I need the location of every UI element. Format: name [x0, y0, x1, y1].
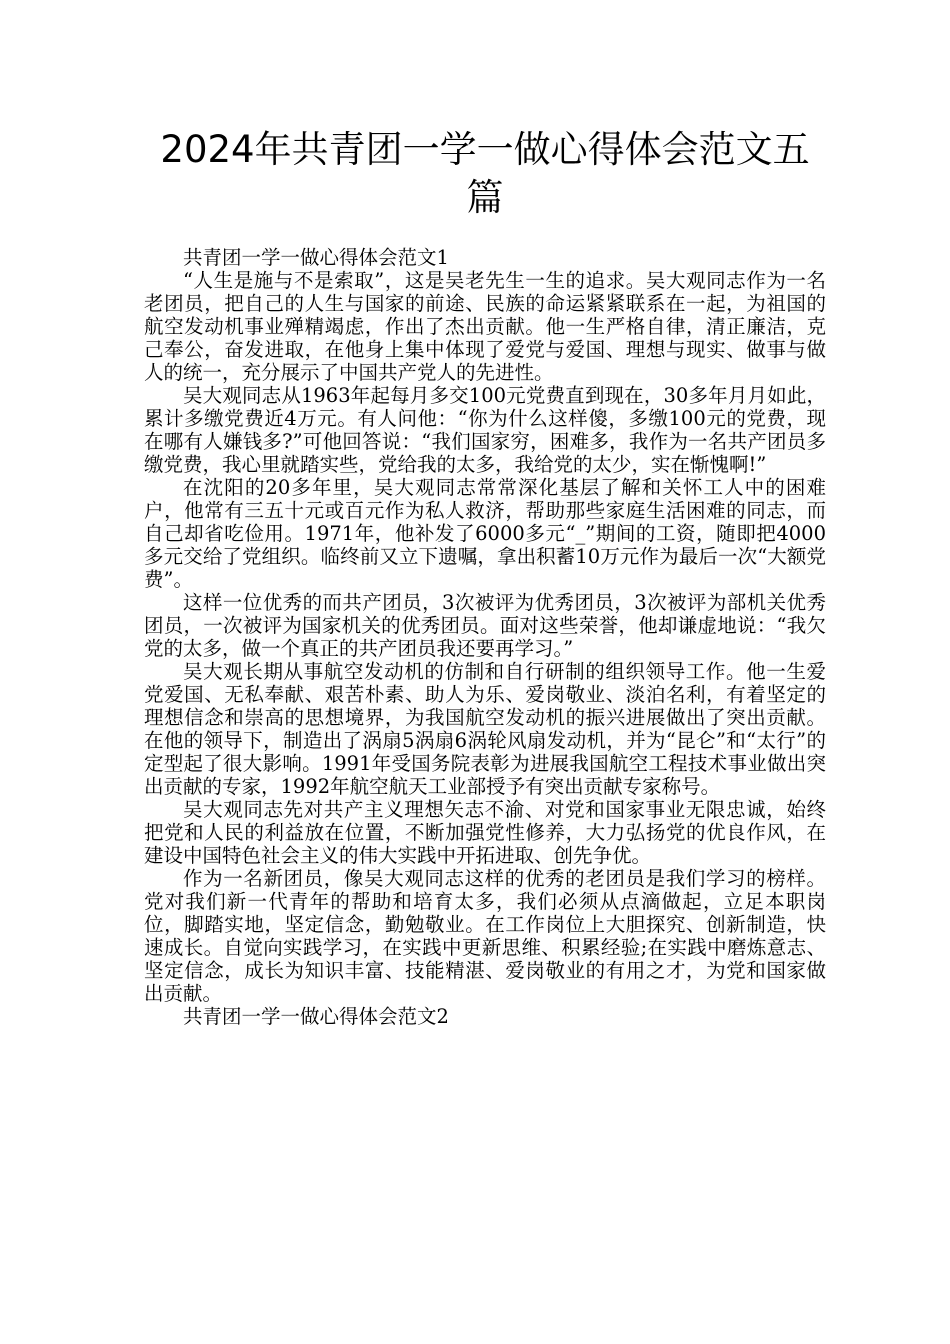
paragraph-6: 吴大观同志先对共产主义理想矢志不渝、对党和国家事业无限忠诚，始终把党和人民的利益放在位置，不断加强党性修养，大力弘扬党的优良作风，在建设中国特色社会主义的伟大实践中开拓进取、创先争优。 — [144, 798, 826, 867]
paragraph-4: 这样一位优秀的而共产团员，3次被评为优秀团员，3次被评为部机关优秀团员，一次被评为国家机关的优秀团员。面对这些荣誉，他却谦虚地说：“我欠党的太多，做一个真正的共产团员我还要再学习。” — [144, 591, 826, 660]
section-heading-1: 共青团一学一做心得体会范文1 — [183, 246, 449, 269]
paragraph-7: 作为一名新团员，像吴大观同志这样的优秀的老团员是我们学习的榜样。党对我们新一代青年的帮助和培育太多，我们必须从点滴做起，立足本职岗位，脚踏实地，坚定信念，勤勉敬业。在工作岗位上大胆探究、创新制造，快速成长。自觉向实践学习，在实践中更新思维、积累经验;在实践中磨炼意志、坚定信念，成长为知识丰富、技能精湛、爱岗敬业的有用之才，为党和国家做出贡献。 — [144, 867, 826, 1005]
document-page — [144, 126, 826, 1028]
paragraph-2: 吴大观同志从1963年起每月多交100元党费直到现在，30多年月月如此，累计多缴党费近4万元。有人问他：“你为什么这样傻，多缴100元的党费，现在哪有人嫌钱多?”可他回答说：“我们国家穷，困难多，我作为一名共产团员多缴党费，我心里就踏实些，党给我的太多，我给党的太少，实在惭愧啊!” — [144, 384, 826, 476]
paragraph-1: “人生是施与不是索取”，这是吴老先生一生的追求。吴大观同志作为一名老团员，把自己的人生与国家的前途、民族的命运紧紧联系在一起，为祖国的航空发动机事业殚精竭虑，作出了杰出贡献。他一生严格自律，清正廉洁，克己奉公，奋发进取，在他身上集中体现了爱党与爱国、理想与现实、做事与做人的统一，充分展示了中国共产党人的先进性。 — [144, 269, 826, 384]
document-body — [144, 246, 826, 1028]
paragraph-5: 吴大观长期从事航空发动机的仿制和自行研制的组织领导工作。他一生爱党爱国、无私奉献、艰苦朴素、助人为乐、爱岗敬业、淡泊名利，有着坚定的理想信念和崇高的思想境界，为我国航空发动机的振兴进展做出了突出贡献。在他的领导下，制造出了涡扇5涡扇6涡轮风扇发动机，并为“昆仑”和“太行”的定型起了很大影响。1991年受国务院表彰为进展我国航空工程技术事业做出突出贡献的专家，1992年航空航天工业部授予有突出贡献专家称号。 — [144, 660, 826, 798]
section-heading-2: 共青团一学一做心得体会范文2 — [183, 1005, 449, 1028]
document-title: 2024年共青团一学一做心得体会范文五篇 — [160, 128, 810, 219]
paragraph-3: 在沈阳的20多年里，吴大观同志常常深化基层了解和关怀工人中的困难户，他常有三五十元或百元作为私人救济，帮助那些家庭生活困难的同志，而自己却省吃俭用。1971年，他补发了6000多元“_”期间的工资，随即把4000多元交给了党组织。临终前又立下遗嘱，拿出积蓄10万元作为最后一次“大额党费”。 — [144, 476, 826, 591]
